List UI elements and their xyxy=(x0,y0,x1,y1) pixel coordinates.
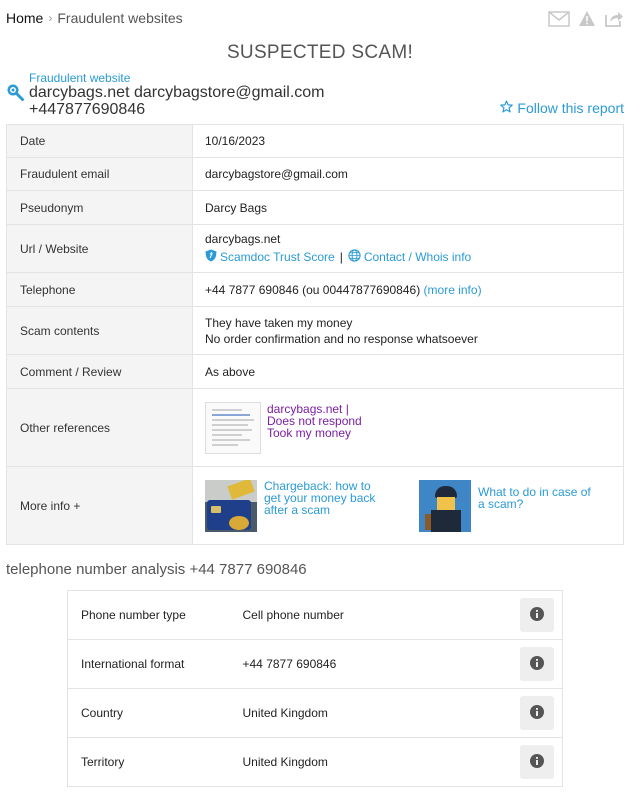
phone-analysis-table xyxy=(67,590,563,787)
table-row xyxy=(68,591,563,640)
chargeback-article-title: Chargeback: how to get your money back after a scam xyxy=(264,478,376,517)
scam-contents-cell xyxy=(193,307,624,355)
table-row xyxy=(7,225,624,273)
reference-link-text: darcybags.net | Does not respond Took my money xyxy=(267,401,362,440)
info-icon xyxy=(530,656,544,673)
telephone-label: Telephone xyxy=(7,273,193,307)
phone-row-info xyxy=(513,689,563,738)
breadcrumb-separator: › xyxy=(48,11,53,25)
more-info-cell xyxy=(193,467,624,545)
breadcrumb xyxy=(6,10,640,26)
whois-link[interactable]: Contact / Whois info xyxy=(363,250,472,264)
table-row xyxy=(7,355,624,389)
table-row xyxy=(68,738,563,787)
report-details-table xyxy=(6,124,624,545)
table-row xyxy=(7,191,624,225)
follow-report-link[interactable] xyxy=(500,100,624,116)
scam-help-article-title: What to do in case of a scam? xyxy=(478,484,591,511)
phone-row-value: United Kingdom xyxy=(243,689,513,738)
credit-card-thumbnail xyxy=(205,480,257,532)
report-phone: +447877690846 xyxy=(29,101,146,118)
breadcrumb-home-link[interactable]: Home xyxy=(6,10,44,26)
page-title: SUSPECTED SCAM! xyxy=(226,42,414,63)
info-icon xyxy=(530,754,544,771)
phone-row-info xyxy=(513,591,563,640)
email-label: Fraudulent email xyxy=(7,158,193,191)
magnifier-icon xyxy=(6,83,24,106)
phone-row-label: Country xyxy=(68,689,243,738)
phone-row-label: Phone number type xyxy=(68,591,243,640)
table-row xyxy=(7,307,624,355)
scam-contents-line: No order confirmation and no response whatsoever xyxy=(205,331,478,346)
table-row xyxy=(7,158,624,191)
star-icon xyxy=(500,100,513,116)
other-refs-label: Other references xyxy=(7,389,193,467)
comment-label: Comment / Review xyxy=(7,355,193,389)
url-links xyxy=(205,249,623,265)
info-icon xyxy=(530,705,544,722)
table-row xyxy=(7,467,624,545)
date-value: 10/16/2023 xyxy=(193,125,624,158)
report-header xyxy=(6,70,624,118)
url-label: Url / Website xyxy=(7,225,193,273)
pseudonym-label: Pseudonym xyxy=(7,191,193,225)
table-row xyxy=(7,125,624,158)
trust-score-link[interactable]: Scamdoc Trust Score xyxy=(220,250,335,264)
chargeback-article-link[interactable] xyxy=(205,480,415,532)
share-icon[interactable] xyxy=(604,10,624,27)
info-button[interactable] xyxy=(520,598,554,632)
scam-help-article-link[interactable] xyxy=(419,480,598,532)
telephone-cell xyxy=(193,273,624,307)
phone-row-label: Territory xyxy=(68,738,243,787)
police-figure-thumbnail xyxy=(419,480,471,532)
phone-analysis-title: telephone number analysis +44 7877 690846 xyxy=(6,561,307,578)
globe-icon xyxy=(348,249,361,265)
phone-row-value: United Kingdom xyxy=(243,738,513,787)
url-cell xyxy=(193,225,624,273)
date-label: Date xyxy=(7,125,193,158)
scam-contents-label: Scam contents xyxy=(7,307,193,355)
follow-report-label: Follow this report xyxy=(517,100,624,116)
info-icon xyxy=(530,607,544,624)
table-row xyxy=(68,640,563,689)
table-row xyxy=(68,689,563,738)
warning-icon[interactable] xyxy=(578,10,596,27)
phone-row-value: +44 7877 690846 xyxy=(243,640,513,689)
other-refs-cell xyxy=(193,389,624,467)
link-separator: | xyxy=(339,250,343,264)
telephone-value: +44 7877 690846 (ou 00447877690846) xyxy=(205,282,421,297)
phone-row-info xyxy=(513,640,563,689)
shield-icon xyxy=(205,249,217,265)
more-info-label: More info + xyxy=(7,467,193,545)
reference-card[interactable] xyxy=(205,402,623,454)
top-bar xyxy=(6,10,640,28)
reference-thumbnail xyxy=(205,402,261,454)
table-row xyxy=(7,389,624,467)
breadcrumb-current[interactable]: Fraudulent websites xyxy=(57,10,183,26)
url-value: darcybags.net xyxy=(205,232,281,246)
info-button[interactable] xyxy=(520,647,554,681)
report-subject: darcybags.net darcybagstore@gmail.com xyxy=(29,84,325,101)
more-info-link[interactable]: (more info) xyxy=(423,282,482,297)
table-row xyxy=(7,273,624,307)
phone-row-value: Cell phone number xyxy=(243,591,513,640)
comment-value: As above xyxy=(193,355,624,389)
top-actions xyxy=(548,10,624,27)
phone-row-label: International format xyxy=(68,640,243,689)
pseudonym-value: Darcy Bags xyxy=(193,191,624,225)
mail-icon[interactable] xyxy=(548,11,570,27)
info-button[interactable] xyxy=(520,696,554,730)
report-category: Fraudulent website xyxy=(29,71,131,85)
scam-contents-line: They have taken my money xyxy=(205,315,353,330)
info-button[interactable] xyxy=(520,745,554,779)
email-value: darcybagstore@gmail.com xyxy=(193,158,624,191)
phone-row-info xyxy=(513,738,563,787)
